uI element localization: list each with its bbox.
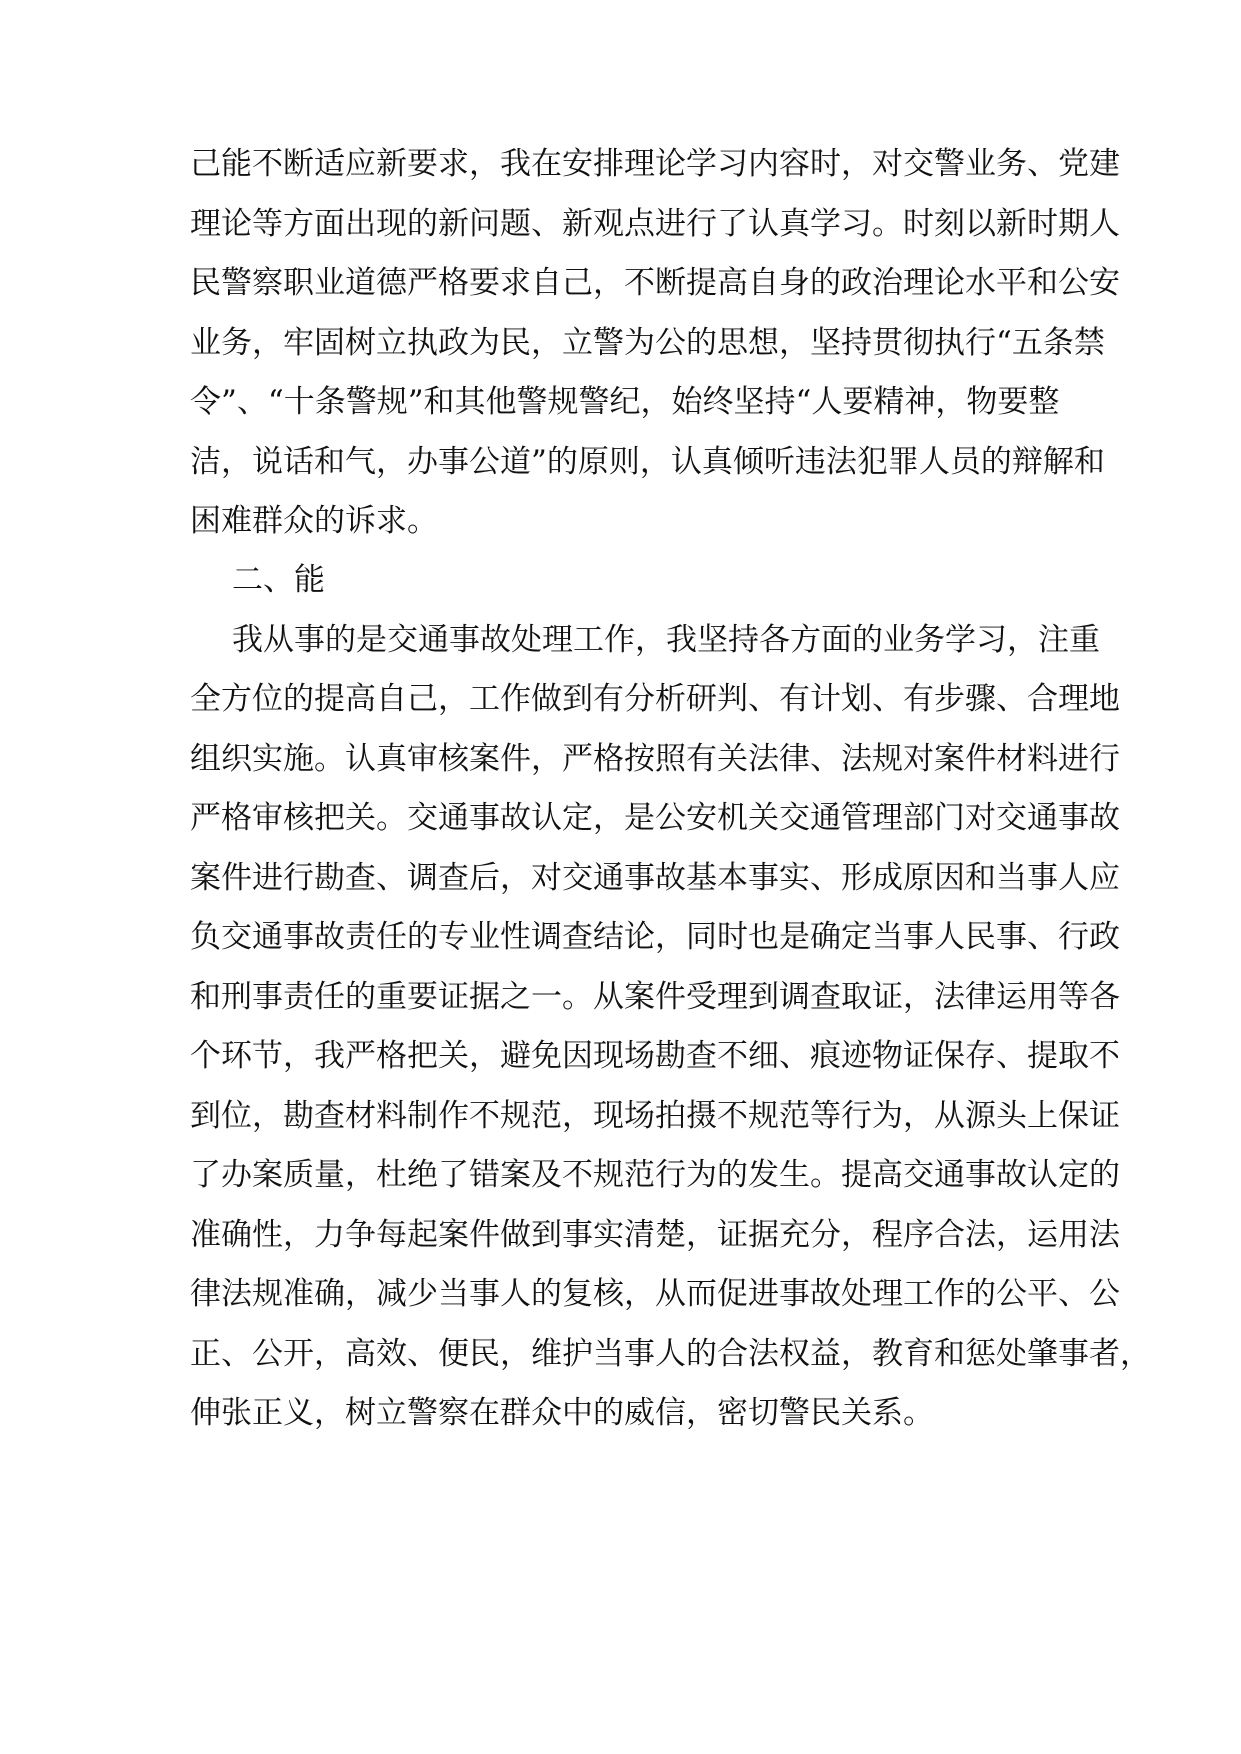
paragraph-2-line-10: 了办案质量，杜绝了错案及不规范行为的发生。提高交通事故认定的 [190,1157,1120,1193]
paragraph-1-line-7: 困难群众的诉求。 [190,503,438,539]
paragraph-2-line-7: 和刑事责任的重要证据之一。从案件受理到调查取证，法律运用等各 [190,979,1120,1015]
paragraph-2-line-5: 案件进行勘查、调查后，对交通事故基本事实、形成原因和当事人应 [190,860,1120,896]
paragraph-1-line-2: 理论等方面出现的新问题、新观点进行了认真学习。时刻以新时期人 [190,206,1120,242]
paragraph-2-line-14: 伸张正义，树立警察在群众中的威信，密切警民关系。 [190,1395,934,1431]
paragraph-2-line-4: 严格审核把关。交通事故认定，是公安机关交通管理部门对交通事故 [190,800,1120,836]
paragraph-2-line-11: 准确性，力争每起案件做到事实清楚，证据充分，程序合法，运用法 [190,1217,1120,1253]
paragraph-2-line-12: 律法规准确，减少当事人的复核，从而促进事故处理工作的公平、公 [190,1276,1120,1312]
paragraph-1-line-1: 己能不断适应新要求，我在安排理论学习内容时，对交警业务、党建 [190,146,1120,182]
paragraph-2-line-9: 到位，勘查材料制作不规范，现场拍摄不规范等行为，从源头上保证 [190,1098,1120,1134]
paragraph-1-line-5: 令”、“十条警规”和其他警规警纪，始终坚持“人要精神，物要整 [190,384,1060,420]
paragraph-2-line-3: 组织实施。认真审核案件，严格按照有关法律、法规对案件材料进行 [190,741,1120,777]
paragraph-2-line-8: 个环节，我严格把关，避免因现场勘查不细、痕迹物证保存、提取不 [190,1038,1120,1074]
paragraph-2-line-2: 全方位的提高自己，工作做到有分析研判、有计划、有步骤、合理地 [190,681,1120,717]
paragraph-1-line-6: 洁，说话和气，办事公道”的原则，认真倾听违法犯罪人员的辩解和 [190,444,1105,480]
paragraph-2-line-6: 负交通事故责任的专业性调查结论，同时也是确定当事人民事、行政 [190,919,1120,955]
paragraph-1-line-4: 业务，牢固树立执政为民，立警为公的思想，坚持贯彻执行“五条禁 [190,325,1105,361]
paragraph-1-line-3: 民警察职业道德严格要求自己，不断提高自身的政治理论水平和公安 [190,265,1120,301]
section-heading-2: 二、能 [232,562,325,598]
paragraph-2-line-13: 正、公开，高效、便民，维护当事人的合法权益，教育和惩处肇事者， [190,1336,1151,1372]
paragraph-2-line-1: 我从事的是交通事故处理工作，我坚持各方面的业务学习，注重 [232,622,1100,658]
